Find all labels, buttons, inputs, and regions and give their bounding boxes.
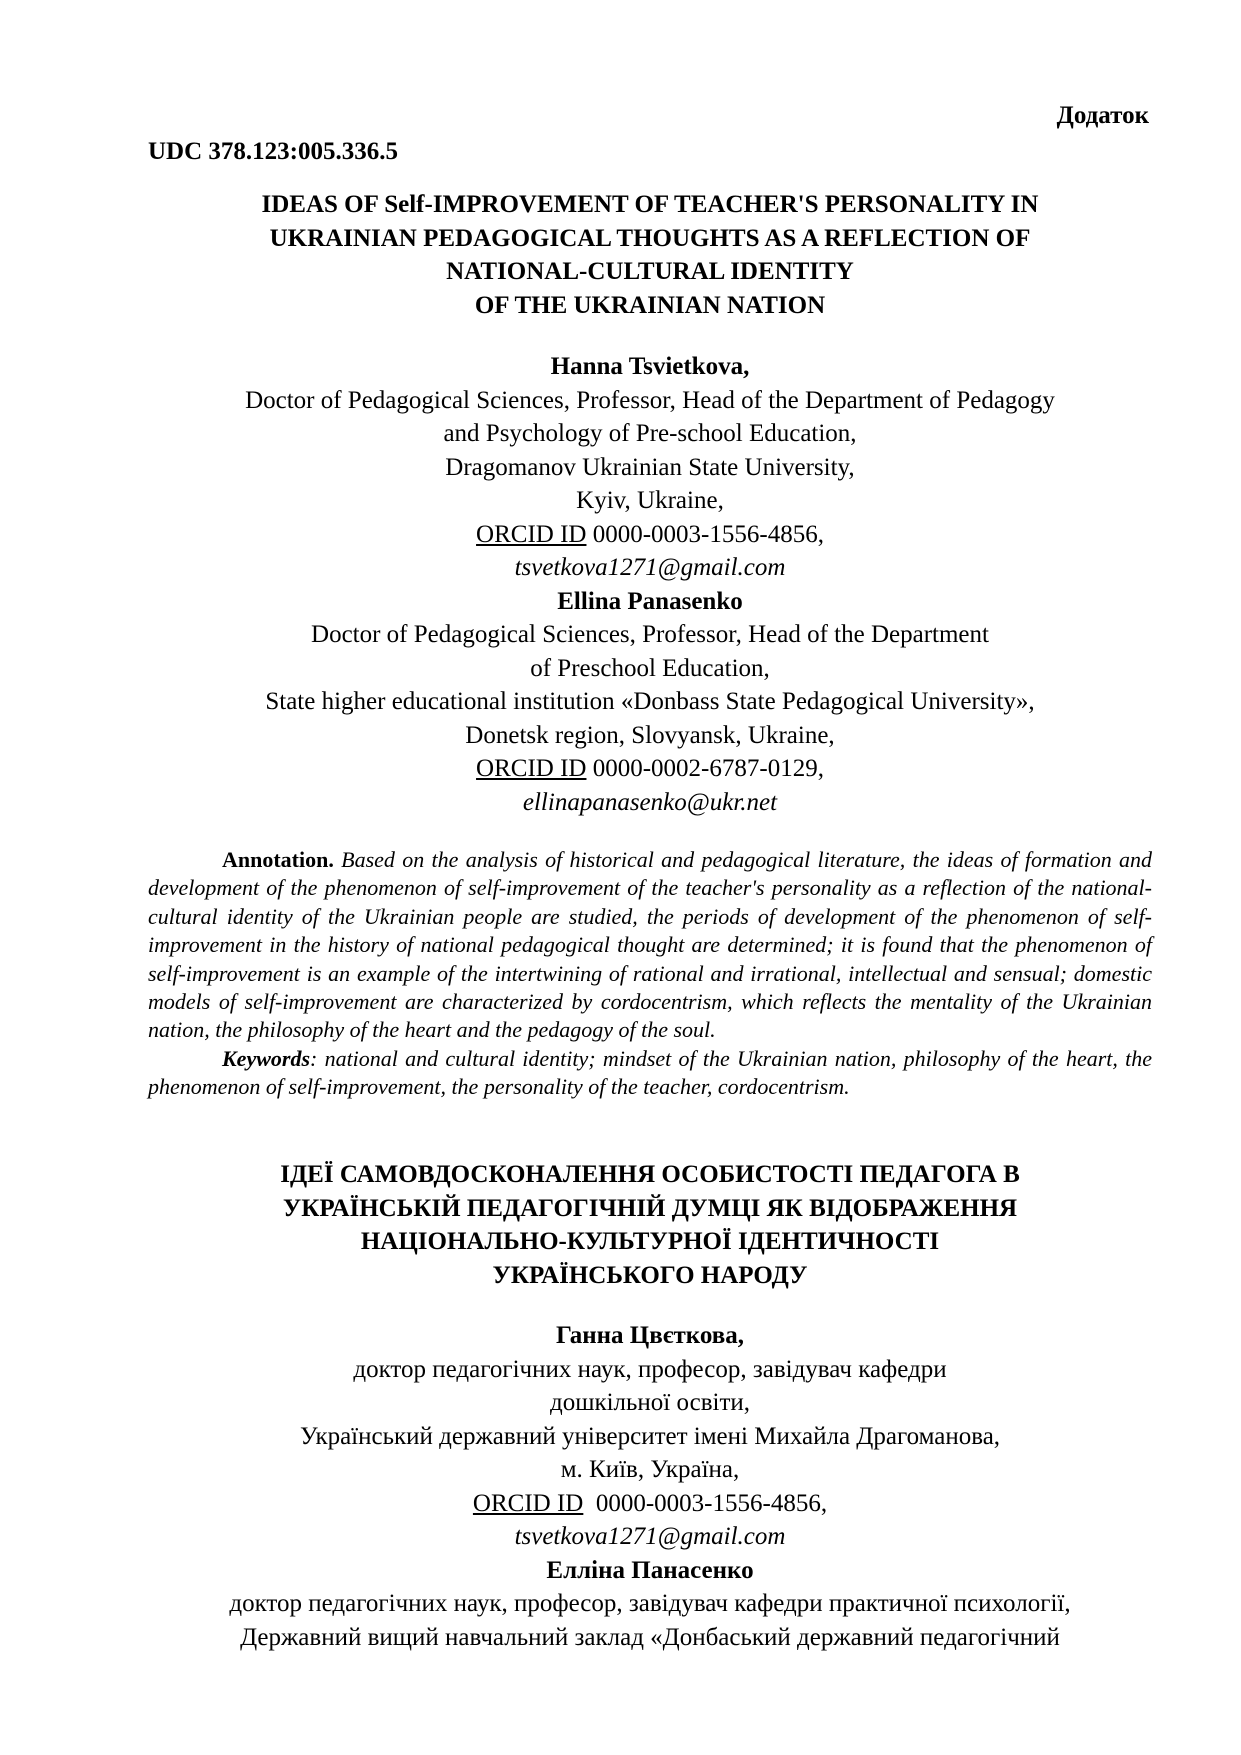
title-line: УКРАЇНСЬКОГО НАРОДУ xyxy=(492,1261,808,1289)
author-affiliation-line: Doctor of Pedagogical Sciences, Professor, Head of the Department of Pedagogy xyxy=(245,386,1055,414)
orcid-link[interactable]: ORCID ID xyxy=(476,520,587,548)
author-affiliation-line: Donetsk region, Slovyansk, Ukraine, xyxy=(465,721,835,749)
annotation-text: Based on the analysis of historical and pedagogical literature, the ideas of formation and development of the phenomenon of self-improvement of the teacher's personality as a reflection of the national-cultural identity of the Ukrainian people are studied, the periods of development of the phenomenon of self-improvement in the history of national pedagogical thought are determined; it is found that the phenomenon of self-improvement is an example of the intertwining of rational and irrational, intellectual and sensual; domestic models of self-improvement are characterized by cordocentrism, which reflects the mentality of the Ukrainian nation, the philosophy of the heart and the pedagogy of the soul. xyxy=(148,847,1153,1043)
annotation-section xyxy=(148,846,1152,1102)
orcid-number: 0000-0003-1556-4856, xyxy=(586,520,824,548)
author-affiliation-line: дошкільної освіти, xyxy=(549,1389,751,1416)
author-affiliation-line: and Psychology of Pre-school Education, xyxy=(443,420,857,447)
author-orcid xyxy=(148,752,1152,786)
title-line: NATIONAL-CULTURAL IDENTITY xyxy=(446,258,854,285)
author-email[interactable]: tsvetkova1271@gmail.com xyxy=(514,1523,786,1550)
author-email[interactable]: ellinapanasenko@ukr.net xyxy=(522,788,778,816)
author-affiliation-line: Kyiv, Ukraine, xyxy=(576,487,724,514)
title-line: НАЦІОНАЛЬНО-КУЛЬТУРНОЇ ІДЕНТИЧНОСТІ xyxy=(360,1228,940,1255)
author-affiliation-line: Український державний університет імені Михайла Драгоманова, xyxy=(299,1422,1001,1450)
author-affiliation-line: State higher educational institution «Donbass State Pedagogical University», xyxy=(265,688,1035,715)
author-orcid xyxy=(148,1487,1152,1521)
author-affiliation-line: Doctor of Pedagogical Sciences, Professor, Head of the Department xyxy=(311,621,989,648)
title-line: ІДЕЇ САМОВДОСКОНАЛЕННЯ ОСОБИСТОСТІ ПЕДАГОГА В xyxy=(280,1161,1020,1188)
title-line: UKRAINIAN PEDAGOGICAL THOUGHTS AS A REFLECTION OF xyxy=(269,224,1031,252)
keywords-label: Keywords xyxy=(222,1045,310,1071)
author-affiliation-line: Dragomanov Ukrainian State University, xyxy=(445,453,855,481)
author-name: Елліна Панасенко xyxy=(546,1556,754,1584)
keywords-paragraph xyxy=(148,1045,1152,1102)
author-email[interactable]: tsvetkova1271@gmail.com xyxy=(514,554,786,581)
annotation-paragraph xyxy=(148,846,1152,1045)
udc-code: UDC 378.123:005.336.5 xyxy=(148,138,398,165)
title-line: OF THE UKRAINIAN NATION xyxy=(474,291,826,319)
author-affiliation-line: of Preschool Education, xyxy=(530,654,770,682)
author-affiliation-line: м. Київ, Україна, xyxy=(560,1456,740,1483)
title-ukrainian xyxy=(148,1158,1152,1292)
author-name: Ellina Panasenko xyxy=(557,587,743,615)
orcid-number: 0000-0002-6787-0129, xyxy=(586,755,824,782)
title-english xyxy=(148,188,1152,322)
authors-ukrainian xyxy=(148,1319,1152,1654)
keywords-text: : national and cultural identity; mindset of the Ukrainian nation, philosophy of the heart, the phenomenon of self-improvement, the personality of the teacher, cordocentrism. xyxy=(148,1045,1152,1100)
author-name: Ганна Цвєткова, xyxy=(555,1322,744,1349)
orcid-number: 0000-0003-1556-4856, xyxy=(583,1489,828,1517)
appendix-label: Додаток xyxy=(1056,102,1149,129)
title-line: IDEAS OF Self-IMPROVEMENT OF TEACHER'S PERSONALITY IN xyxy=(261,191,1039,218)
author-affiliation-line: доктор педагогічних наук, професор, завідувач кафедри xyxy=(353,1355,947,1383)
title-line: УКРАЇНСЬКІЙ ПЕДАГОГІЧНІЙ ДУМЦІ ЯК ВІДОБРАЖЕННЯ xyxy=(282,1194,1018,1222)
author-affiliation-line: доктор педагогічних наук, професор, завідувач кафедри практичної психології, xyxy=(229,1590,1071,1617)
orcid-link[interactable]: ORCID ID xyxy=(476,755,587,782)
orcid-link[interactable]: ORCID ID xyxy=(472,1489,584,1517)
author-orcid xyxy=(148,518,1152,552)
author-affiliation-line: Державний вищий навчальний заклад «Донбаський державний педагогічний xyxy=(240,1623,1060,1651)
authors-english xyxy=(148,350,1152,819)
annotation-label: Annotation. xyxy=(222,847,334,872)
author-name: Hanna Tsvietkova, xyxy=(550,353,750,380)
